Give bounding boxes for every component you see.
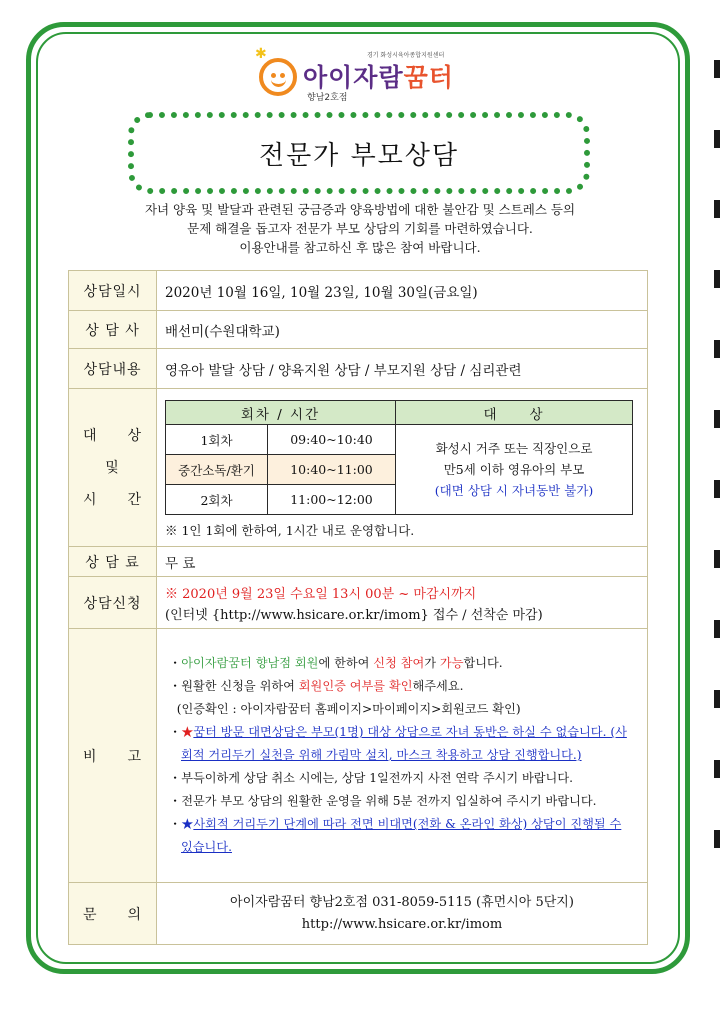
title-box xyxy=(128,112,590,194)
schedule-note: ※ 1인 1회에 한하여, 1시간 내로 운영합니다. xyxy=(165,523,415,538)
info-table xyxy=(68,270,648,945)
session-time: 09:40~10:40 xyxy=(268,425,396,455)
target-cell xyxy=(157,389,648,547)
session-name: 2회차 xyxy=(166,485,268,515)
logo-name-a: 아이자람 xyxy=(303,63,404,92)
row-contact xyxy=(69,883,648,945)
logo-text xyxy=(303,58,454,94)
target-label-line: 시 간 xyxy=(82,491,143,508)
logo-branch: 향남2호점 xyxy=(307,93,348,103)
target-line-note: (대면 상담 시 자녀동반 불가) xyxy=(434,483,594,498)
row-fee xyxy=(69,547,648,577)
target-label-line: 대 상 xyxy=(82,427,143,444)
logo xyxy=(255,46,495,104)
apply-period: ※ 2020년 9월 23일 수요일 13시 00분 ~ 마감시까지 xyxy=(165,586,477,602)
row-apply xyxy=(69,577,648,629)
row-content xyxy=(69,349,648,389)
row-remarks xyxy=(69,629,648,883)
content-value: 영유아 발달 상담 / 양육지원 상담 / 부모지원 상담 / 심리관련 xyxy=(157,349,648,389)
intro-line: 문제 해결을 돕고자 전문가 부모 상담의 기회를 마련하였습니다. xyxy=(187,221,533,236)
remark-item: ・전문가 부모 상담의 원활한 운영을 위해 5분 전까지 입실하여 주시기 바랍니다. xyxy=(169,794,597,808)
date-value: 2020년 10월 16일, 10월 23일, 10월 30일(금요일) xyxy=(157,271,648,311)
counselor-value: 배선미(수원대학교) xyxy=(157,311,648,349)
remarks-list xyxy=(165,652,639,859)
fee-label: 상 담 료 xyxy=(69,547,157,577)
remarks-cell xyxy=(157,629,648,883)
intro-text xyxy=(70,200,650,257)
page-title: 전문가 부모상담 xyxy=(258,140,460,171)
apply-cell xyxy=(157,577,648,629)
intro-line: 자녀 양육 및 발달과 관련된 궁금증과 양육방법에 대한 불안감 및 스트레스 등의 xyxy=(144,202,576,217)
target-label xyxy=(69,389,157,547)
target-line: 만5세 이하 영유아의 부모 xyxy=(443,462,585,477)
remark-item: (인증확인 : 아이자람꿈터 홈페이지>마이페이지>회원코드 확인) xyxy=(176,702,521,716)
contact-url[interactable]: http://www.hsicare.or.kr/imom xyxy=(301,916,503,932)
right-edge-marks xyxy=(712,60,720,960)
contact-label: 문 의 xyxy=(69,883,157,945)
remark-item: ・부득이하게 상담 취소 시에는, 상담 1일전까지 사전 연락 주시기 바랍니다. xyxy=(169,771,573,785)
remarks-label: 비 고 xyxy=(69,629,157,883)
session-name: 중간소독/환기 xyxy=(166,455,268,485)
schedule-table xyxy=(165,400,633,515)
remark-item: ・원활한 신청을 위하여 회원인증 여부를 확인해주세요. xyxy=(169,679,464,693)
date-label: 상담일시 xyxy=(69,271,157,311)
content-label: 상담내용 xyxy=(69,349,157,389)
schedule-header-target: 대 상 xyxy=(396,401,633,425)
fee-value: 무 료 xyxy=(157,547,648,577)
row-target-time xyxy=(69,389,648,547)
contact-cell xyxy=(157,883,648,945)
intro-line: 이용안내를 참고하신 후 많은 참여 바랍니다. xyxy=(239,240,481,255)
session-time: 11:00~12:00 xyxy=(268,485,396,515)
remark-item: ・★꿈터 방문 대면상담은 부모(1명) 대상 상담으로 자녀 동반은 하실 수 없습니다. (사회적 거리두기 실천을 위해 가림막 설치, 마스크 착용하고 상담 진행합니다.) xyxy=(169,725,627,762)
smiley-face-icon xyxy=(259,58,297,96)
row-counselor xyxy=(69,311,648,349)
target-line: 화성시 거주 또는 직장인으로 xyxy=(435,441,593,456)
row-date xyxy=(69,271,648,311)
session-name: 1회차 xyxy=(166,425,268,455)
remark-item: ・아이자람꿈터 향남점 회원에 한하여 신청 참여가 가능합니다. xyxy=(169,656,503,670)
apply-label: 상담신청 xyxy=(69,577,157,629)
counselor-label: 상 담 사 xyxy=(69,311,157,349)
logo-name-b: 꿈터 xyxy=(403,63,454,92)
session-time: 10:40~11:00 xyxy=(268,455,396,485)
star-icon: ✱ xyxy=(255,46,267,62)
contact-phone: 아이자람꿈터 향남2호점 031-8059-5115 (휴먼시아 5단지) xyxy=(230,894,574,910)
target-description xyxy=(396,425,633,515)
target-label-line: 및 xyxy=(105,459,120,476)
schedule-header-session: 회차 / 시간 xyxy=(166,401,396,425)
remark-item: ・★사회적 거리두기 단계에 따라 전면 비대면(전화 & 온라인 화상) 상담이 진행될 수 있습니다. xyxy=(169,817,622,854)
logo-org: 경기 화성시육아종합지원센터 xyxy=(367,52,445,59)
apply-method: (인터넷 {http://www.hsicare.or.kr/imom} 접수 / 선착순 마감) xyxy=(165,607,543,623)
